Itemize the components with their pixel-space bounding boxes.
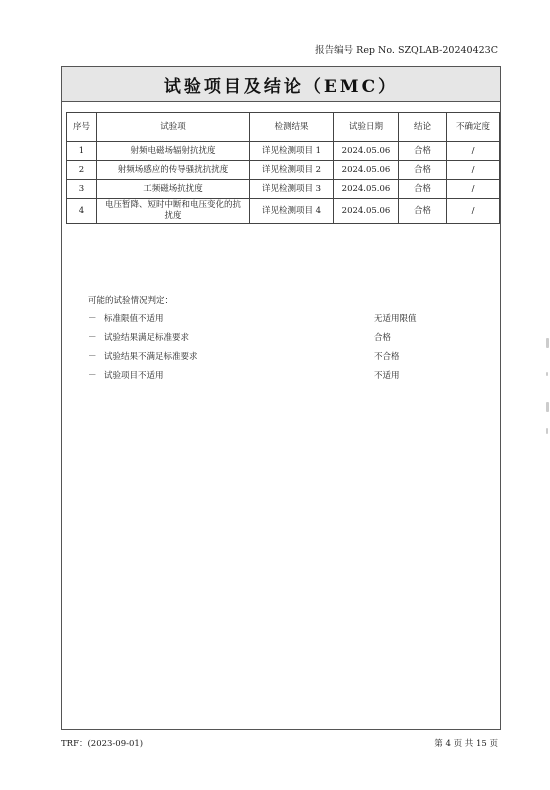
cell-date: 2024.05.06 xyxy=(334,180,399,199)
col-header-index: 序号 xyxy=(67,113,97,142)
dash-bullet: － xyxy=(88,371,97,381)
cell-index: 3 xyxy=(67,180,97,199)
cell-conclusion: 合格 xyxy=(399,142,447,161)
results-table xyxy=(66,112,500,224)
list-item xyxy=(88,348,428,367)
criteria-condition: 标准限值不适用 xyxy=(104,314,164,324)
cell-test-item: 电压暂降、短时中断和电压变化的抗扰度 xyxy=(97,199,250,224)
criteria-condition: 试验结果满足标准要求 xyxy=(104,333,190,343)
list-item xyxy=(88,310,428,329)
col-header-result: 检测结果 xyxy=(250,113,334,142)
cell-result: 详见检测项目 4 xyxy=(250,199,334,224)
list-item xyxy=(88,367,428,386)
table-row xyxy=(67,180,500,199)
criteria-result: 不合格 xyxy=(374,352,400,362)
cell-index: 1 xyxy=(67,142,97,161)
edge-mark xyxy=(546,372,548,376)
criteria-result: 合格 xyxy=(374,333,392,343)
dash-bullet: － xyxy=(88,333,97,343)
cell-test-item: 射频场感应的传导骚扰抗扰度 xyxy=(97,161,250,180)
dash-bullet: － xyxy=(88,314,97,324)
dash-bullet: － xyxy=(88,352,97,362)
edge-mark xyxy=(546,338,549,348)
cell-uncertainty: / xyxy=(447,161,500,180)
col-header-uncertainty: 不确定度 xyxy=(447,113,500,142)
table-row xyxy=(67,199,500,224)
cell-result: 详见检测项目 3 xyxy=(250,180,334,199)
criteria-condition: 试验项目不适用 xyxy=(104,371,164,381)
col-header-date: 试验日期 xyxy=(334,113,399,142)
cell-date: 2024.05.06 xyxy=(334,142,399,161)
criteria-result: 不适用 xyxy=(374,371,400,381)
table-row xyxy=(67,142,500,161)
list-item xyxy=(88,329,428,348)
cell-test-item: 射频电磁场辐射抗扰度 xyxy=(97,142,250,161)
col-header-conclusion: 结论 xyxy=(399,113,447,142)
table-row xyxy=(67,161,500,180)
page-title: 试验项目及结论（EMC） xyxy=(62,67,500,102)
cell-result: 详见检测项目 2 xyxy=(250,161,334,180)
cell-index: 2 xyxy=(67,161,97,180)
trf-version: TRF：(2023-09-01) xyxy=(61,739,144,749)
cell-test-item: 工频磁场抗扰度 xyxy=(97,180,250,199)
criteria-condition: 试验结果不满足标准要求 xyxy=(104,352,198,362)
cell-uncertainty: / xyxy=(447,180,500,199)
cell-date: 2024.05.06 xyxy=(334,199,399,224)
cell-conclusion: 合格 xyxy=(399,180,447,199)
cell-date: 2024.05.06 xyxy=(334,161,399,180)
report-number: 报告编号 Rep No. SZQLAB-20240423C xyxy=(315,45,498,56)
page-number: 第 4 页 共 15 页 xyxy=(434,739,498,749)
cell-index: 4 xyxy=(67,199,97,224)
content-frame xyxy=(61,66,501,730)
cell-conclusion: 合格 xyxy=(399,161,447,180)
cell-uncertainty: / xyxy=(447,142,500,161)
edge-mark xyxy=(546,402,549,412)
criteria-heading: 可能的试验情况判定： xyxy=(88,296,174,306)
criteria-result: 无适用限值 xyxy=(374,314,417,324)
table-header-row xyxy=(67,113,500,142)
col-header-test-item: 试验项 xyxy=(97,113,250,142)
cell-conclusion: 合格 xyxy=(399,199,447,224)
edge-mark xyxy=(546,428,548,434)
cell-uncertainty: / xyxy=(447,199,500,224)
cell-result: 详见检测项目 1 xyxy=(250,142,334,161)
judgement-criteria xyxy=(88,292,428,386)
